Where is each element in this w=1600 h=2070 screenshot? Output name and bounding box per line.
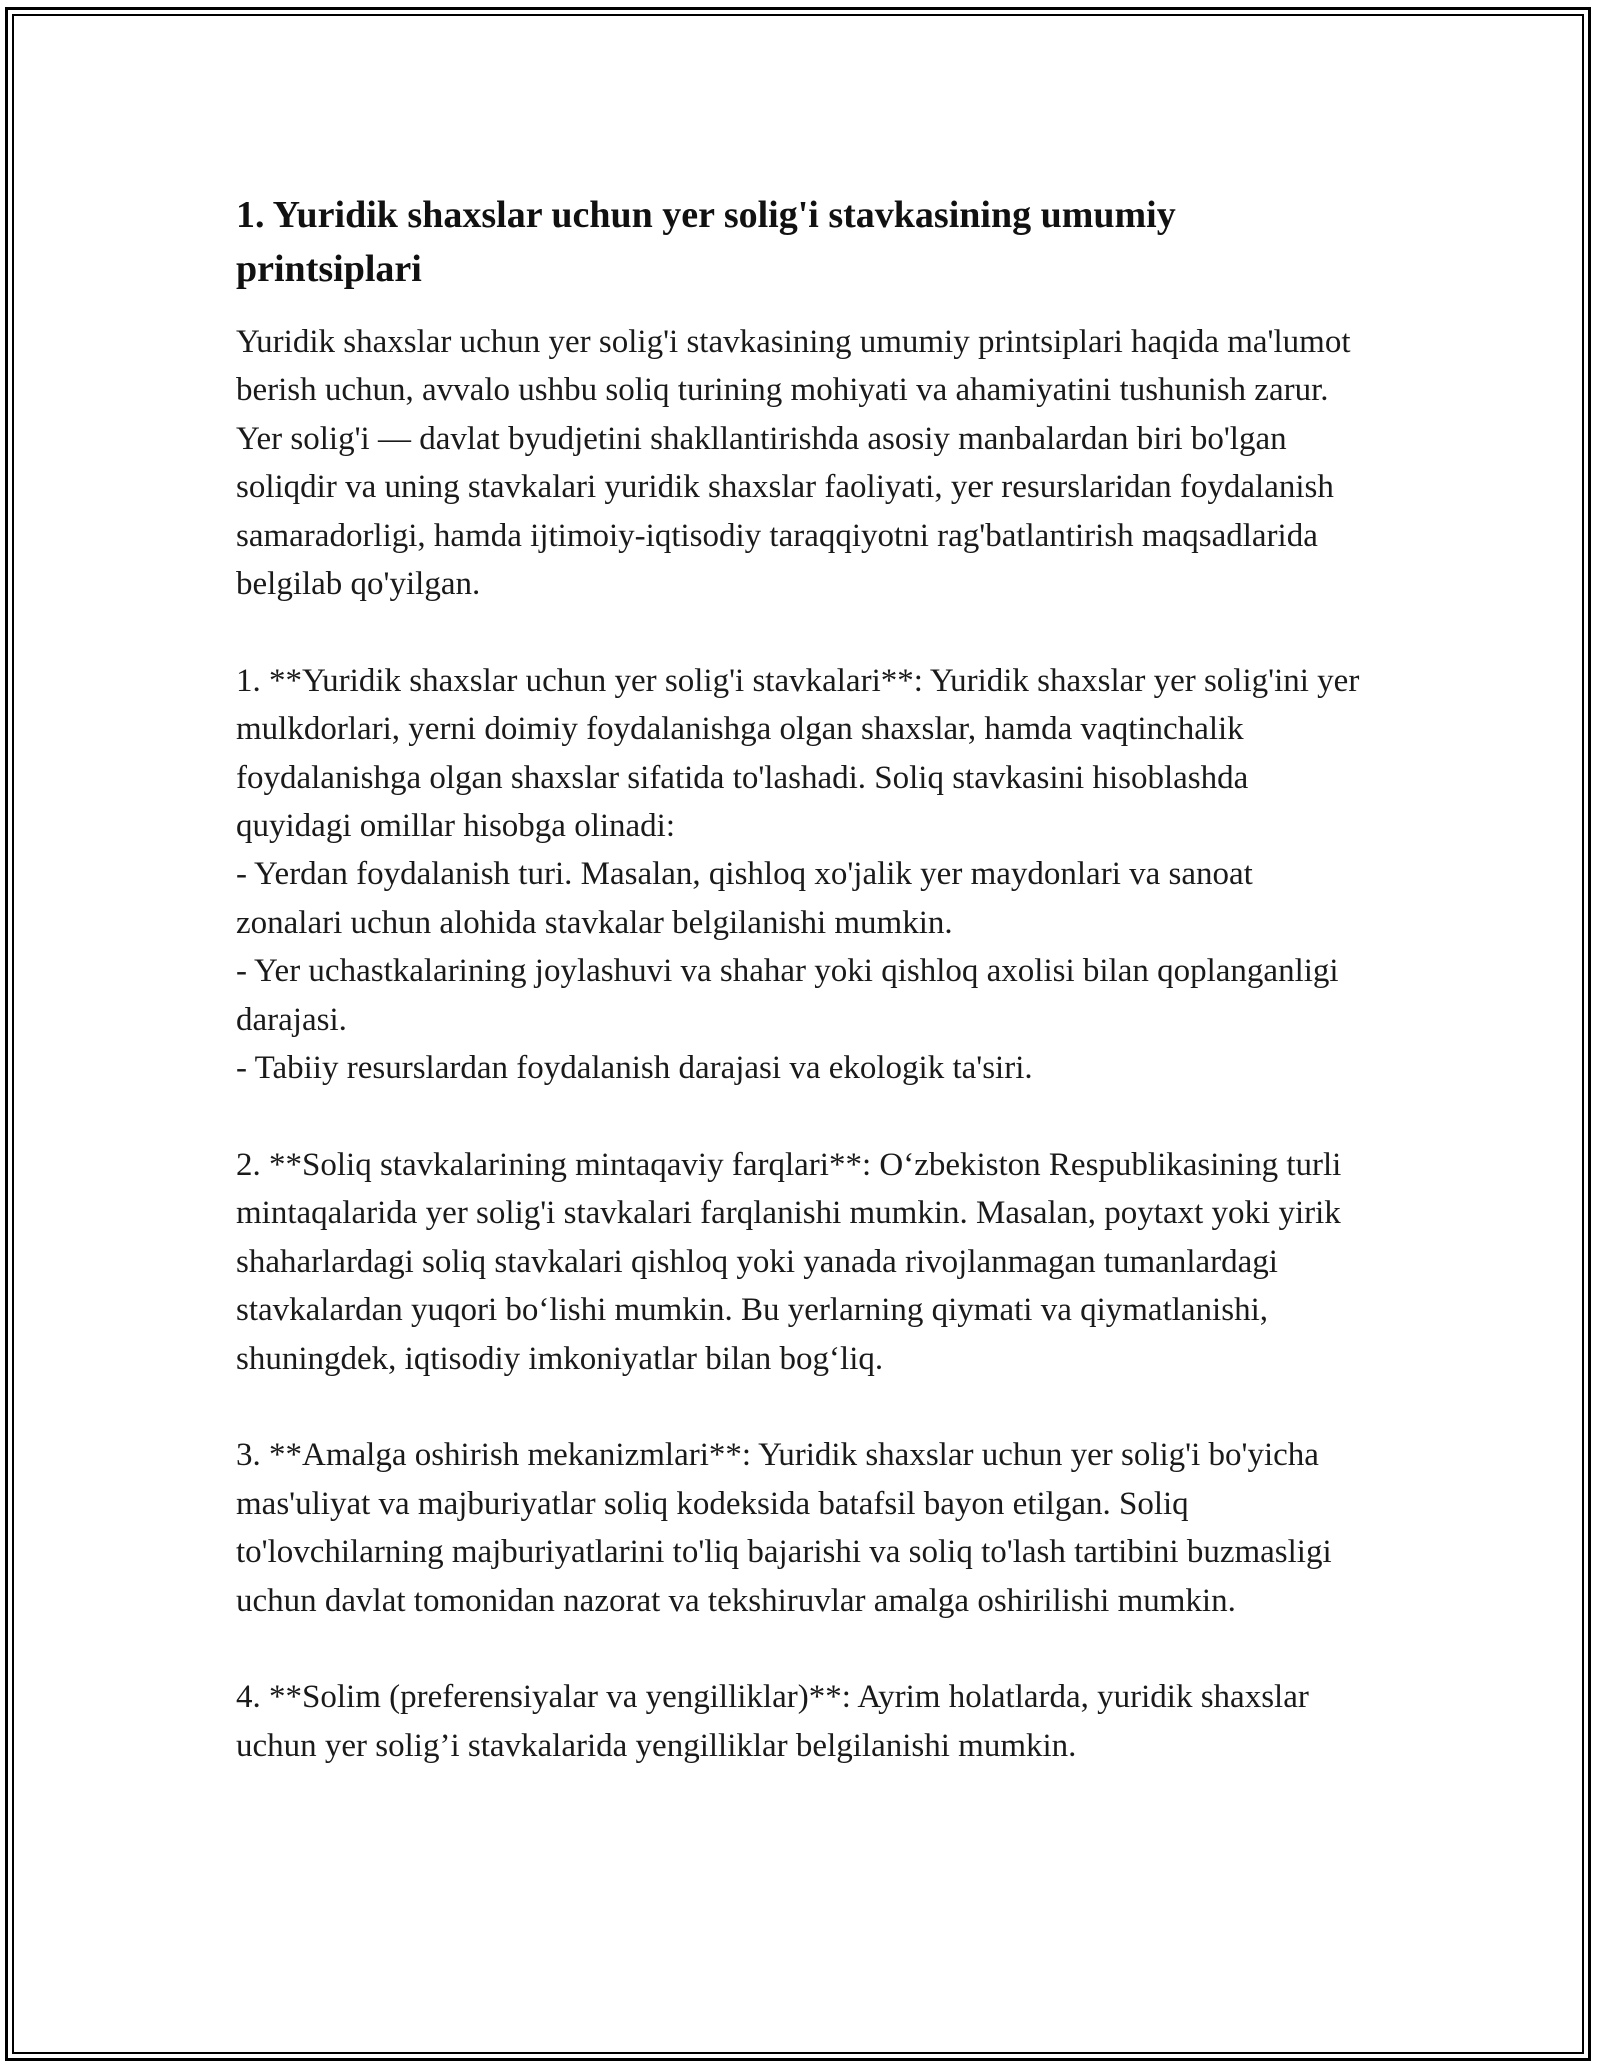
section-3-paragraph: 3. **Amalga oshirish mekanizmlari**: Yuridik shaxslar uchun yer solig'i bo'yicha mas'uliyat va majburiyatlar soliq kodeksida batafsil bayon etilgan. Soliq to'lovchilarning majburiyatlarini to'liq bajarishi va soliq to'lash tartibini buzmasligi uchun davlat tomonidan nazorat va tekshiruvlar amalga oshirilishi mumkin. (236, 1437, 1332, 1619)
section-1-bullet: - Tabiiy resurslardan foydalanish darajasi va ekologik ta'siri. (236, 1050, 1033, 1087)
section-4-paragraph: 4. **Solim (preferensiyalar va yengilliklar)**: Ayrim holatlarda, yuridik shaxslar uchun yer solig’i stavkalarida yengilliklar belgilanishi mumkin. (236, 1679, 1309, 1764)
section-1-bullet: - Yerdan foydalanish turi. Masalan, qishloq xo'jalik yer maydonlari va sanoat zonalari uchun alohida stavkalar belgilanishi mumkin. (236, 856, 1253, 941)
section-1-bullet: - Yer uchastkalarining joylashuvi va shahar yoki qishloq axolisi bilan qoplanganligi darajasi. (236, 953, 1339, 1038)
paragraph-gap (236, 608, 1366, 656)
document-title: 1. Yuridik shaxslar uchun yer solig'i stavkasining umumiy printsiplari (236, 194, 1176, 290)
paragraph-gap (236, 1383, 1366, 1431)
section-2-paragraph: 2. **Soliq stavkalarining mintaqaviy farqlari**: O‘zbekiston Respublikasining turli mintaqalarida yer solig'i stavkalari farqlanishi mumkin. Masalan, poytaxt yoki yirik shaharlardagi soliq stavkalari qishloq yoki yanada rivojlanmagan tumanlardagi stavkalardan yuqori bo‘lishi mumkin. Bu yerlarning qiymati va qiymatlanishi, shuningdek, iqtisodiy imkoniyatlar bilan bog‘liq. (236, 1146, 1342, 1377)
section-1-paragraph: 1. **Yuridik shaxslar uchun yer solig'i stavkalari**: Yuridik shaxslar yer solig'ini yer mulkdorlari, yerni doimiy foydalanishga olgan shaxslar, hamda vaqtinchalik foydalanishga olgan shaxslar sifatida to'lashadi. Soliq stavkasini hisoblashda quyidagi omillar hisobga olinadi: (236, 662, 1360, 845)
document-body (236, 188, 1366, 1770)
intro-paragraph: Yuridik shaxslar uchun yer solig'i stavkasining umumiy printsiplari haqida ma'lumot berish uchun, avvalo ushbu soliq turining mohiyati va ahamiyatini tushunish zarur. Yer solig'i — davlat byudjetini shakllantirishda asosiy manbalardan biri bo'lgan soliqdir va uning stavkalari yuridik shaxslar faoliyati, yer resurslaridan foydalanish samaradorligi, hamda ijtimoiy-iqtisodiy taraqqiyotni rag'batlantirish maqsadlarida belgilab qo'yilgan. (236, 324, 1351, 603)
paragraph-gap (236, 1625, 1366, 1673)
paragraph-gap (236, 1092, 1366, 1140)
